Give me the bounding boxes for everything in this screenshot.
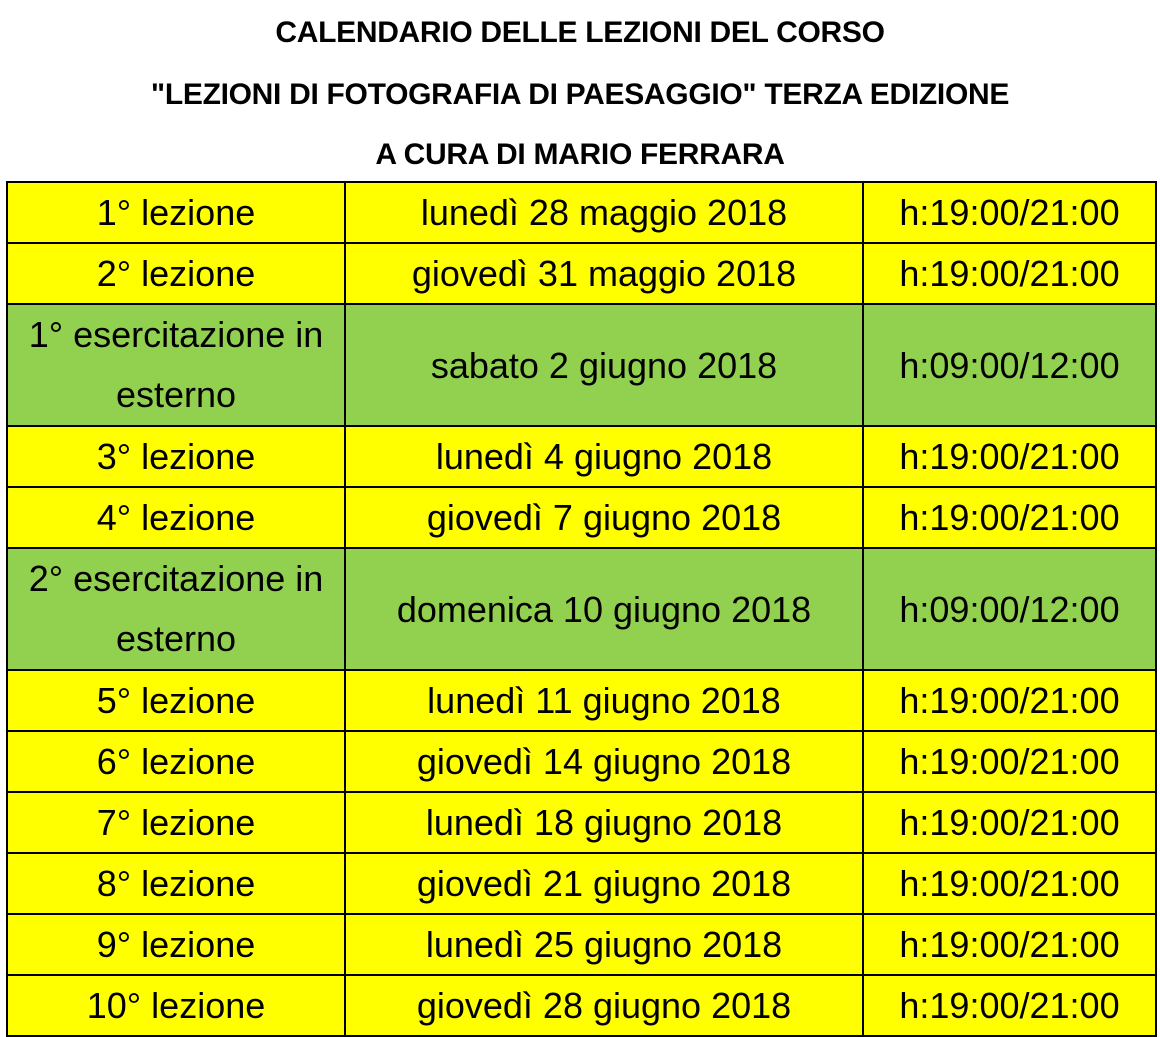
session-time-cell: h:19:00/21:00 (863, 487, 1156, 548)
session-name-cell: 9° lezione (7, 914, 345, 975)
session-date-cell: lunedì 28 maggio 2018 (345, 182, 863, 243)
table-row (7, 426, 1156, 487)
session-time-cell: h:19:00/21:00 (863, 426, 1156, 487)
session-time-cell: h:19:00/21:00 (863, 975, 1156, 1036)
session-time-cell: h:19:00/21:00 (863, 243, 1156, 304)
session-time-cell: h:19:00/21:00 (863, 853, 1156, 914)
session-date-cell: giovedì 31 maggio 2018 (345, 243, 863, 304)
session-date-cell: lunedì 18 giugno 2018 (345, 792, 863, 853)
schedule-table (6, 181, 1157, 1037)
session-name-cell: 4° lezione (7, 487, 345, 548)
session-name-cell: 6° lezione (7, 731, 345, 792)
session-time-cell: h:09:00/12:00 (863, 304, 1156, 426)
table-row (7, 670, 1156, 731)
session-name-cell: 7° lezione (7, 792, 345, 853)
table-row (7, 914, 1156, 975)
session-date-cell: lunedì 25 giugno 2018 (345, 914, 863, 975)
session-date-cell: giovedì 14 giugno 2018 (345, 731, 863, 792)
session-time-cell: h:19:00/21:00 (863, 914, 1156, 975)
table-row (7, 975, 1156, 1036)
session-time-cell: h:09:00/12:00 (863, 548, 1156, 670)
session-date-cell: giovedì 7 giugno 2018 (345, 487, 863, 548)
title-line-3: A CURA DI MARIO FERRARA (375, 138, 785, 171)
session-time-cell: h:19:00/21:00 (863, 670, 1156, 731)
title-line-1: CALENDARIO DELLE LEZIONI DEL CORSO (275, 16, 885, 49)
table-row (7, 548, 1156, 670)
session-name-cell: 2° lezione (7, 243, 345, 304)
table-row (7, 304, 1156, 426)
session-time-cell: h:19:00/21:00 (863, 792, 1156, 853)
session-name-cell: 10° lezione (7, 975, 345, 1036)
session-date-cell: lunedì 4 giugno 2018 (345, 426, 863, 487)
title-line-2: "LEZIONI DI FOTOGRAFIA DI PAESAGGIO" TERZA EDIZIONE (150, 78, 1010, 111)
session-date-cell: giovedì 21 giugno 2018 (345, 853, 863, 914)
table-row (7, 487, 1156, 548)
session-name-cell: 2° esercitazione in esterno (7, 548, 345, 670)
session-time-cell: h:19:00/21:00 (863, 182, 1156, 243)
session-date-cell: giovedì 28 giugno 2018 (345, 975, 863, 1036)
table-row (7, 182, 1156, 243)
table-row (7, 731, 1156, 792)
document-title (0, 0, 1160, 182)
session-name-cell: 5° lezione (7, 670, 345, 731)
session-date-cell: domenica 10 giugno 2018 (345, 548, 863, 670)
session-date-cell: sabato 2 giugno 2018 (345, 304, 863, 426)
session-date-cell: lunedì 11 giugno 2018 (345, 670, 863, 731)
table-row (7, 792, 1156, 853)
session-name-cell: 1° esercitazione in esterno (7, 304, 345, 426)
table-row (7, 853, 1156, 914)
table-row (7, 243, 1156, 304)
session-name-cell: 3° lezione (7, 426, 345, 487)
session-name-cell: 1° lezione (7, 182, 345, 243)
session-time-cell: h:19:00/21:00 (863, 731, 1156, 792)
session-name-cell: 8° lezione (7, 853, 345, 914)
